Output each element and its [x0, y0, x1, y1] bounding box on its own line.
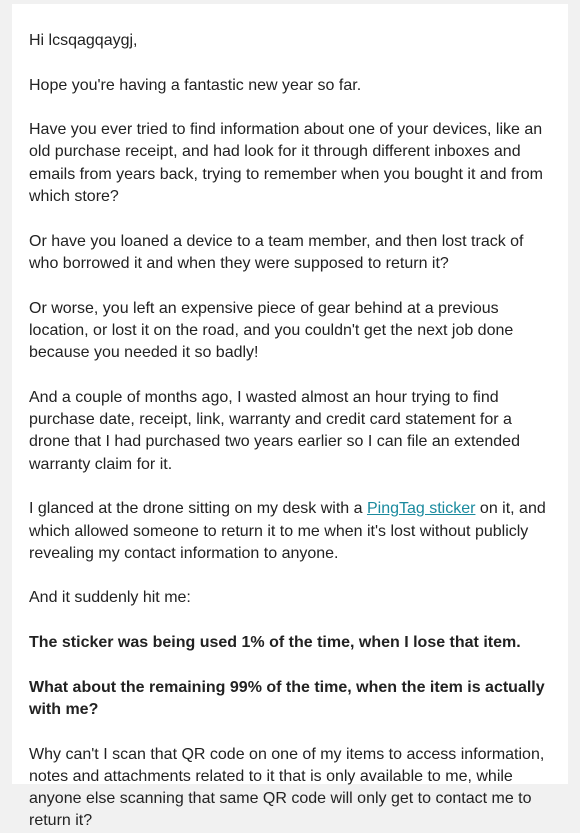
paragraph-loaned-device: Or have you loaned a device to a team member, and then lost track of who borrowed it and when they were supposed to return it?: [29, 232, 524, 272]
paragraph-drone-warranty: And a couple of months ago, I wasted almost an hour trying to find purchase date, receipt, link, warranty and credit card statement for a drone that I had purchased two years earlier so I can file an extended warranty claim for it.: [29, 388, 520, 473]
paragraph-find-info: Have you ever tried to find information about one of your devices, like an old purchase receipt, and had look for it through different inboxes and emails from years back, trying to remember when you bought it and from which store?: [29, 121, 543, 206]
greeting: Hi lcsqagqaygj,: [29, 32, 138, 49]
paragraph-pingtag-sticker: [29, 498, 551, 565]
paragraph-lost-gear: Or worse, you left an expensive piece of gear behind at a previous location, or lost it on the road, and you couldn't get the next job done because you needed it so badly!: [29, 299, 514, 362]
paragraph-text-before-link: I glanced at the drone sitting on my desk with a: [29, 500, 367, 518]
paragraph-new-year: Hope you're having a fantastic new year so far.: [29, 76, 362, 94]
paragraph-hit-me: And it suddenly hit me:: [29, 589, 191, 607]
paragraph-qr-code: Why can't I scan that QR code on one of my items to access information, notes and attachments related to it that is only available to me, while anyone else scanning that same QR code will only get to contact me to return it?: [29, 745, 545, 830]
email-body: [12, 4, 568, 830]
paragraph-text-after-link: on it, and which allowed someone to return it to me when it's lost without publicly revealing my contact information to anyone.: [29, 500, 546, 562]
paragraph-one-percent: The sticker was being used 1% of the time, when I lose that item.: [29, 634, 521, 652]
pingtag-sticker-link[interactable]: PingTag sticker: [366, 500, 476, 518]
paragraph-ninety-nine-percent: What about the remaining 99% of the time, when the item is actually with me?: [29, 678, 545, 718]
